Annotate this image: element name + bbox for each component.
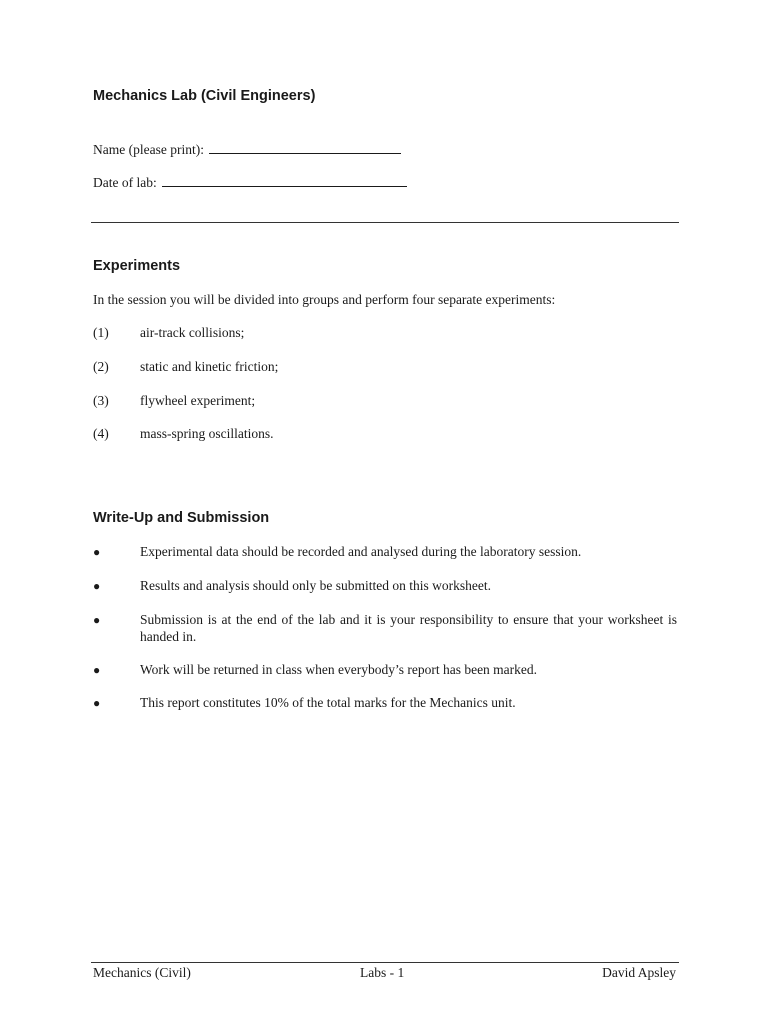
experiment-text: flywheel experiment;: [140, 393, 256, 408]
footer-course: Mechanics (Civil): [93, 965, 191, 980]
bullet-text: This report constitutes 10% of the total marks for the Mechanics unit.: [140, 695, 516, 710]
experiment-text: static and kinetic friction;: [140, 359, 279, 374]
bullet-text: Results and analysis should only be submitted on this worksheet.: [140, 578, 491, 593]
footer-page-number: Labs - 1: [360, 965, 405, 980]
footer-divider: [91, 962, 679, 963]
bullet-icon: ●: [93, 613, 101, 627]
experiment-number: (4): [93, 426, 109, 441]
bullet-text: Work will be returned in class when everybody’s report has been marked.: [140, 662, 538, 677]
experiments-heading: Experiments: [93, 258, 181, 274]
writeup-heading: Write-Up and Submission: [93, 510, 270, 526]
date-field[interactable]: [93, 173, 407, 191]
bullet-icon: ●: [93, 579, 101, 593]
experiment-text: mass-spring oscillations.: [140, 426, 274, 441]
bullet-icon: ●: [93, 545, 101, 559]
section-divider: [91, 222, 679, 223]
experiment-number: (1): [93, 325, 109, 340]
experiment-number: (2): [93, 359, 109, 374]
name-field[interactable]: [93, 140, 401, 158]
bullet-icon: ●: [93, 696, 101, 710]
bullet-text: Submission is at the end of the lab and it is your responsibility to ensure that your worksheet is handed in.: [140, 612, 677, 644]
date-field-underline[interactable]: [162, 173, 407, 187]
experiment-text: air-track collisions;: [140, 325, 245, 340]
bullet-text: Experimental data should be recorded and analysed during the laboratory session.: [140, 544, 582, 559]
name-field-label: Name (please print):: [93, 142, 204, 157]
date-field-label: Date of lab:: [93, 175, 157, 190]
bullet-icon: ●: [93, 663, 101, 677]
name-field-underline[interactable]: [209, 140, 401, 154]
page-title: Mechanics Lab (Civil Engineers): [93, 88, 316, 104]
experiments-intro: In the session you will be divided into groups and perform four separate experiments:: [93, 292, 556, 307]
footer-author: David Apsley: [602, 965, 676, 980]
experiment-number: (3): [93, 393, 109, 408]
